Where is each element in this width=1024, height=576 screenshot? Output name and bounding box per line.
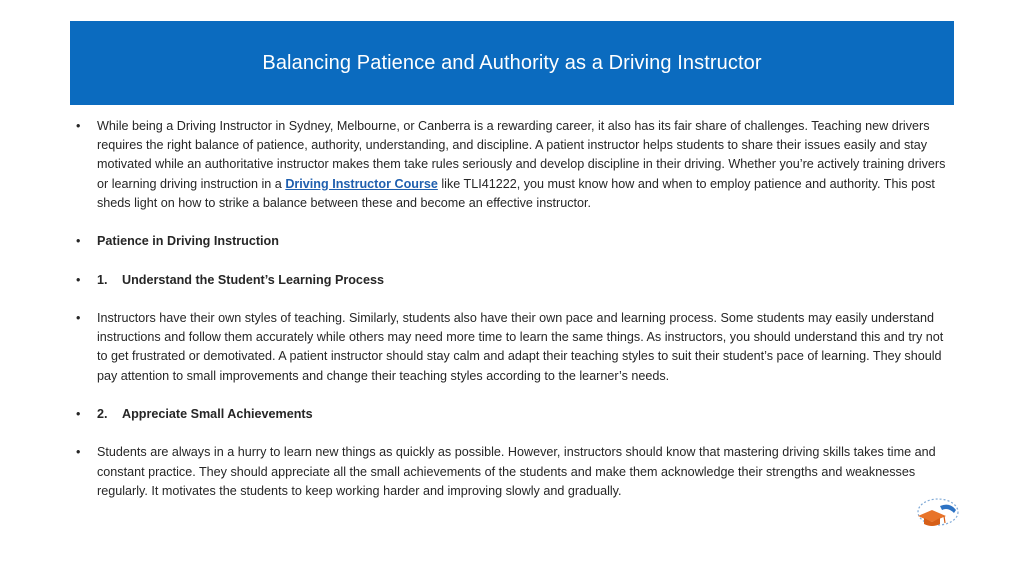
list-item [76,405,946,424]
subheading-text: Understand the Student’s Learning Process [122,272,384,287]
bullet-icon: • [76,119,81,133]
driving-instructor-course-link[interactable]: Driving Instructor Course [285,176,438,191]
list-item [76,232,946,251]
bullet-icon: • [76,272,81,287]
subheading-2 [97,405,946,424]
learning-process-paragraph: Instructors have their own styles of teaching. Similarly, students also have their own pace and learning process. Some students may easily understand instructions and follow them accurately while others may need more time to learn the same things. As instructors, you should understand this and try not to get frustrated or demotivated. A patient instructor should stay calm and adapt their teaching styles to suit their student’s pace of learning. They should pay attention to small improvements and change their teaching styles according to the learner’s needs. [97,310,944,383]
subheading-number: 2. [97,406,108,421]
graduation-cap-logo-icon [914,496,960,530]
title-banner [70,21,954,105]
list-item [76,117,946,213]
intro-text-start: While being a Driving Instructor in Sydney, Melbourne, or Canberra is a rewarding career, it also has its fair share of challenges. Teaching new drivers requires the right balance of patience, authority, understanding, and discipline. A patient instructor helps students to share their issues easily and stay motivated while an authoritative instructor makes them take rules seriously and develop discipline in their driving. Whether you’re actively training drivers or learning driving instruction in a [97,119,946,191]
list-item [76,443,946,501]
section-heading: Patience in Driving Instruction [97,234,279,249]
bullet-icon: • [76,310,81,325]
achievements-paragraph: Students are always in a hurry to learn new things as quickly as possible. However, instructors should know that mastering driving skills takes time and constant practice. They should appreciate all the small achievements of the students and make them acknowledge their strengths and weaknesses regularly. It motivates the students to keep working harder and improving slowly and gradually. [97,445,936,498]
bullet-icon: • [76,234,81,249]
subheading-1 [97,271,946,290]
subheading-number: 1. [97,272,108,287]
bullet-icon: • [76,445,81,460]
bullet-icon: • [76,406,81,421]
intro-text-end: like TLI41222, you must know how and when to employ patience and authority. This post sheds light on how to strike a balance between these and become an effective instructor. [97,176,935,210]
slide-title: Balancing Patience and Authority as a Driving Instructor [262,51,762,74]
list-item [76,309,946,386]
list-item [76,271,946,290]
subheading-text: Appreciate Small Achievements [122,406,313,421]
intro-paragraph [97,117,946,213]
slide-body [76,117,946,520]
